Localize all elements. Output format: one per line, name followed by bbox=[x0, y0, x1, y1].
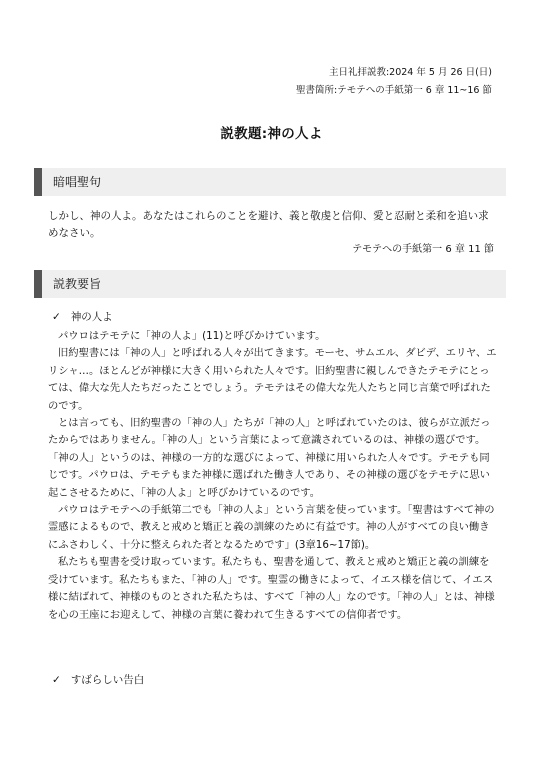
subheading-label: 神の人よ bbox=[70, 311, 113, 323]
paragraph: パウロはテモテに「神の人よ」(11)と呼びかけています。 bbox=[58, 330, 326, 342]
paragraph: パウロはテモテへの手紙第二でも「神の人よ」という言葉を使っています。「聖書はすべて神の霊感によるもので、教えと戒めと矯正と義の訓練のために有益です。神の人がすべての良い働きにふさわしく、十分に整えられた者となるためです」(3章16~17節)。 bbox=[48, 504, 495, 551]
paragraph: 私たちも聖書を受け取っています。私たちも、聖書を通して、教えと戒めと矯正と義の訓練を受けています。私たちもまた、「神の人」です。聖霊の働きによって、イエス様を信じて、イエス様に結ばれて、神様のものとされた私たちは、すべて「神の人」なのです。「神の人」とは、神様を心の王座にお迎えして、神様の言葉に養われて生きるすべての信仰者です。 bbox=[48, 556, 495, 621]
check-icon: ✓ bbox=[52, 311, 61, 323]
sermon-date: 主日礼拝説教:2024 年 5 月 26 日(日) bbox=[328, 67, 492, 78]
recitation-heading: 暗唱聖句 bbox=[34, 168, 506, 196]
subheading-label: すばらしい告白 bbox=[70, 674, 145, 686]
paragraph: とは言っても、旧約聖書の「神の人」たちが「神の人」と呼ばれていたのは、彼らが立派だったからではありません。「神の人」という言葉によって意識されているのは、神様の選びです。「神の人」というのは、神様の一方的な選びによって、神様に用いられた人々です。テモテも同じです。パウロは、テモテもまた神様に選ばれた働き人であり、その神様の選びをテモテに思い起こさせるために、「神の人よ」と呼びかけているのです。 bbox=[48, 417, 491, 499]
summary-heading: 説教要旨 bbox=[34, 270, 506, 298]
scripture-passage: 聖書箇所:テモテへの手紙第一 6 章 11~16 節 bbox=[296, 85, 492, 96]
sermon-body bbox=[48, 328, 498, 624]
memory-verse-reference: テモテへの手紙第一 6 章 11 節 bbox=[352, 244, 494, 255]
subheading-2 bbox=[52, 672, 144, 687]
memory-verse: しかし、神の人よ。あなたはこれらのことを避け、義と敬虔と信仰、愛と忍耐と柔和を追い求めなさい。 bbox=[48, 210, 489, 239]
paragraph: 旧約聖書には「神の人」と呼ばれる人々が出てきます。モーセ、サムエル、ダビデ、エリヤ、エリシャ…。ほとんどが神様に大きく用いられた人々です。旧約聖書に親しんできたテモテにとっては、偉大な先人たちだったことでしょう。テモテはその偉大な先人たちと同じ言葉で呼ばれたのです。 bbox=[48, 347, 497, 412]
subheading-1 bbox=[52, 309, 113, 324]
sermon-title: 説教題:神の人よ bbox=[220, 126, 323, 142]
check-icon: ✓ bbox=[52, 674, 61, 686]
